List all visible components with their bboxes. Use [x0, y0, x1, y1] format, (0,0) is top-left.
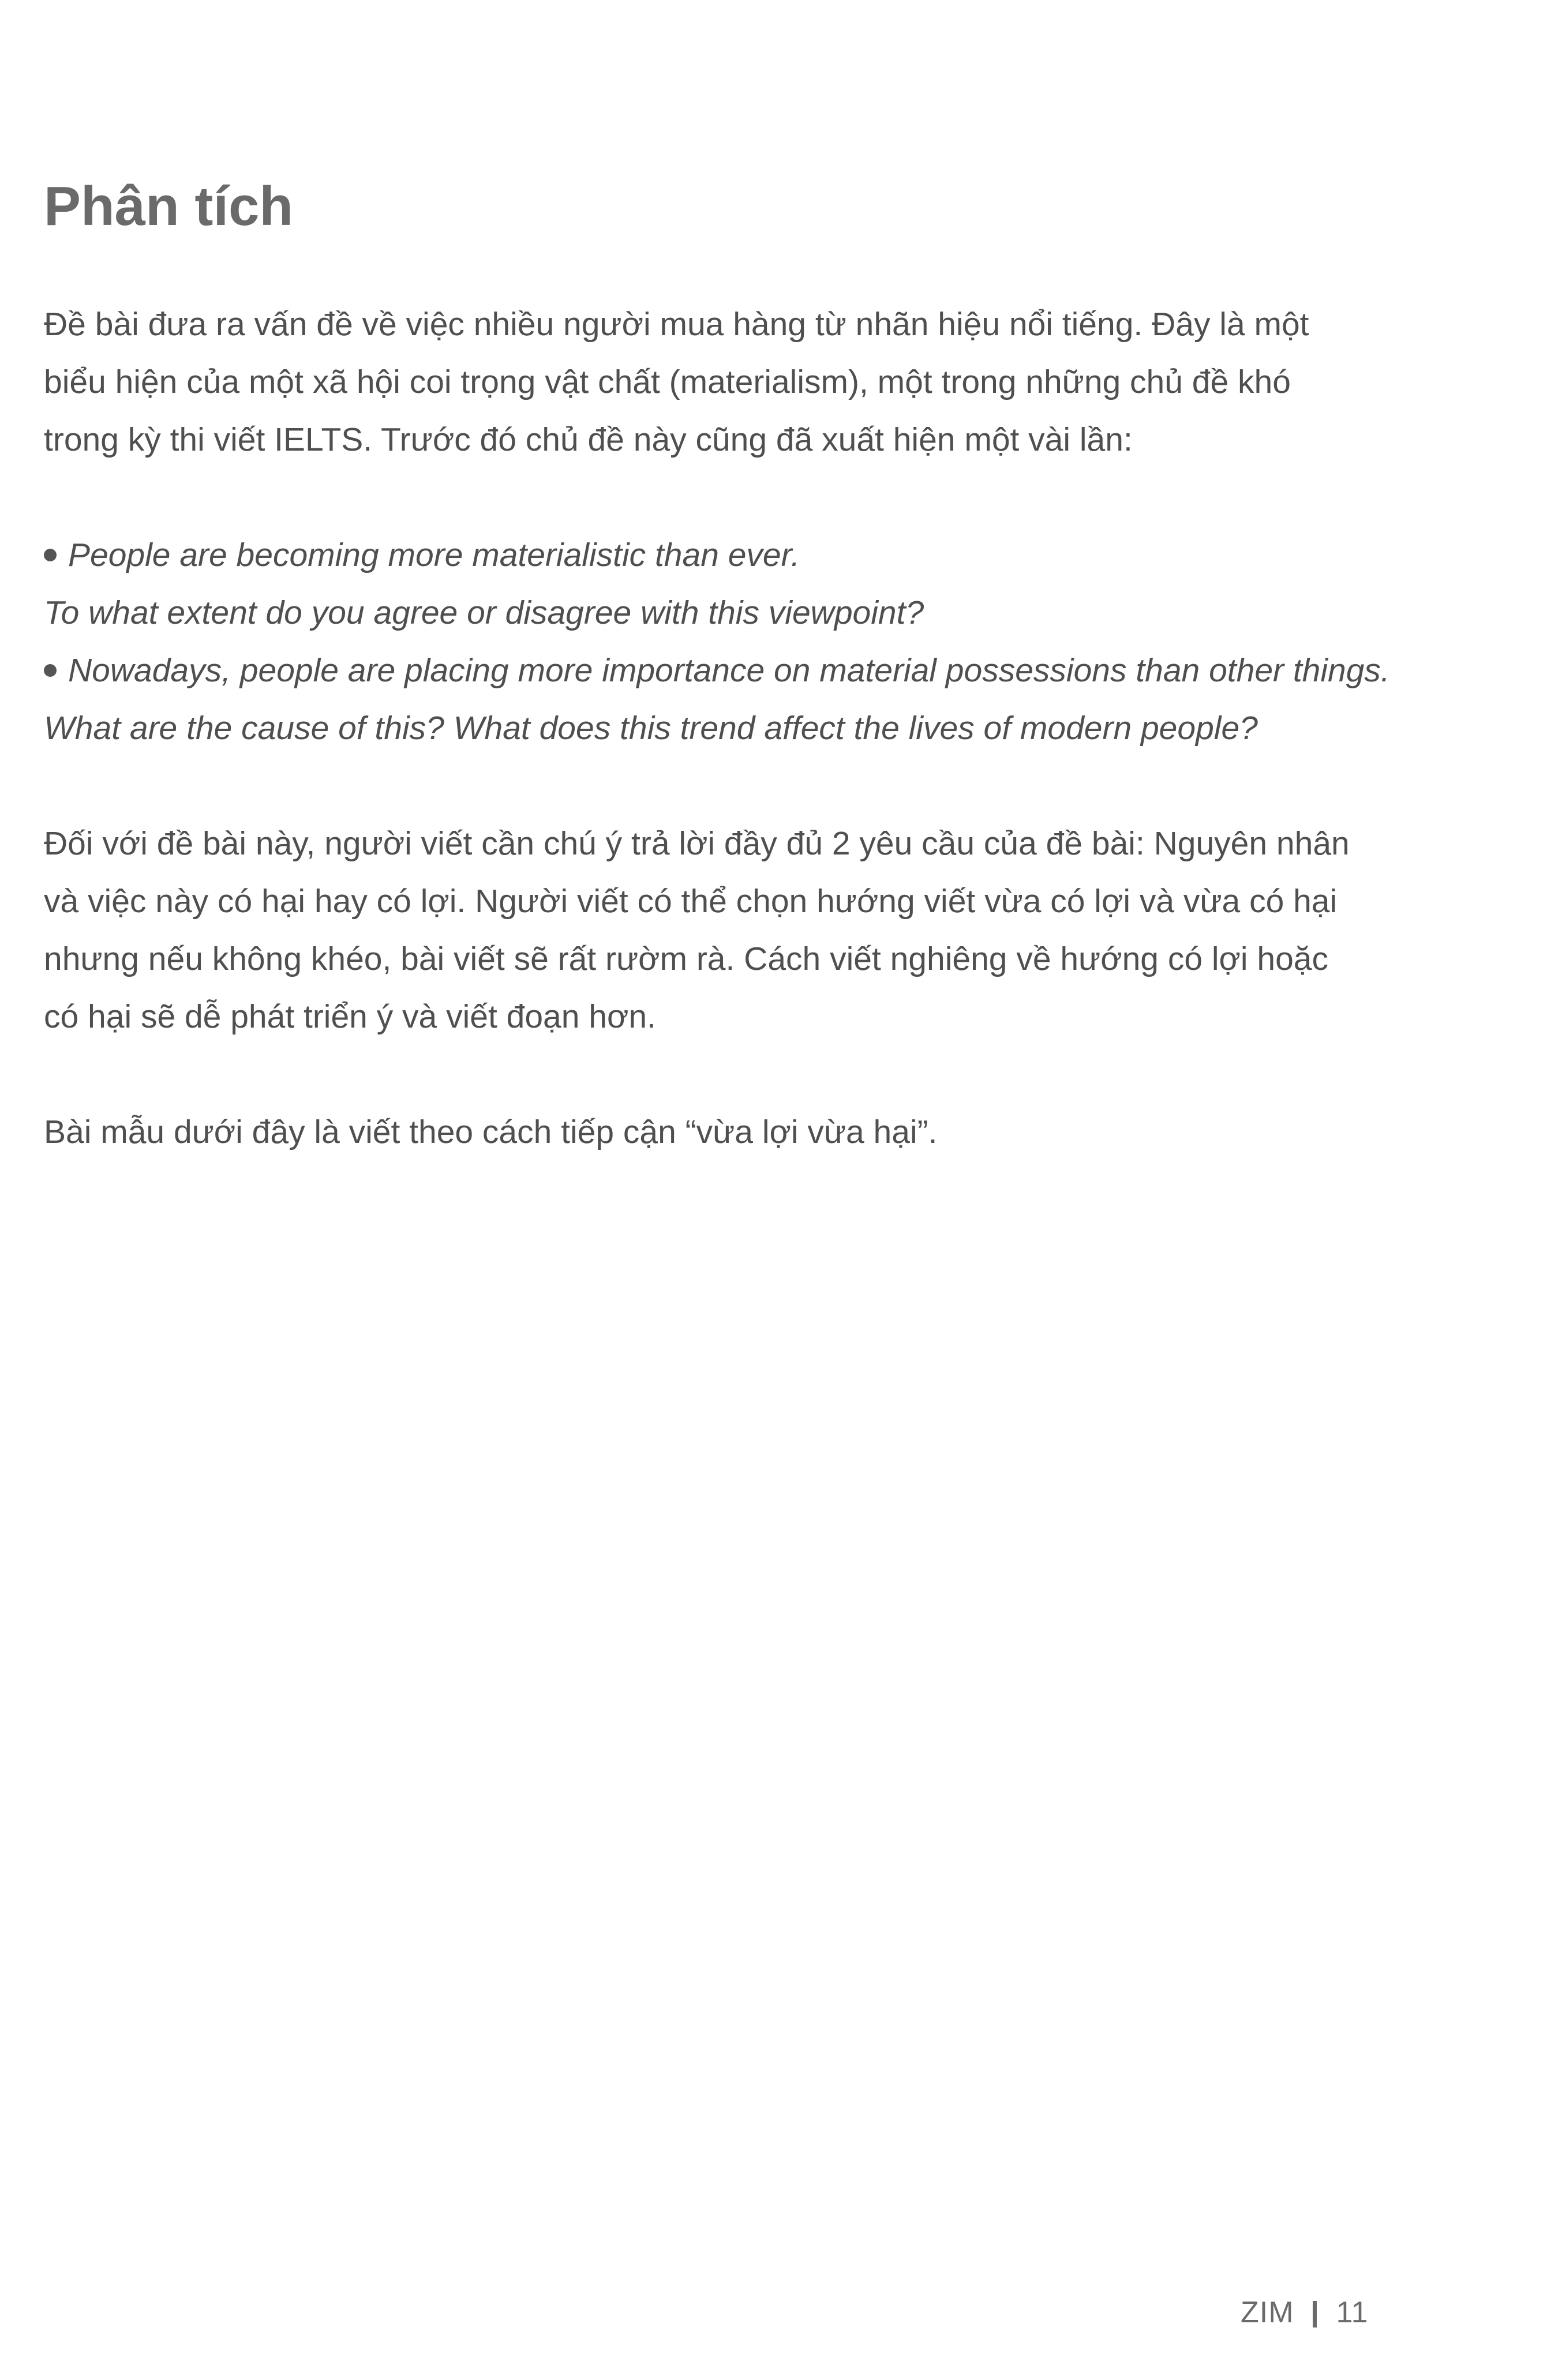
- note-paragraph: [44, 1103, 1452, 1161]
- footer-brand: ZIM: [1241, 2296, 1294, 2329]
- page-number: 11: [1336, 2296, 1369, 2329]
- note-line: Bài mẫu dưới đây là viết theo cách tiếp cận “vừa lợi vừa hại”.: [44, 1114, 938, 1150]
- intro-paragraph: [44, 295, 1452, 468]
- bullet-icon: [44, 664, 57, 677]
- guidance-line: và việc này có hại hay có lợi. Người viết có thể chọn hướng viết vừa có lợi và vừa có hại: [44, 883, 1338, 920]
- footer-divider: [1313, 2301, 1317, 2327]
- intro-line: Đề bài đưa ra vấn đề về việc nhiều người mua hàng từ nhãn hiệu nổi tiếng. Đây là một: [44, 306, 1309, 343]
- page-footer: [1241, 2295, 1369, 2330]
- intro-line: biểu hiện của một xã hội coi trọng vật chất (materialism), một trong những chủ đề khó: [44, 363, 1291, 400]
- bullet-icon: [44, 549, 57, 561]
- example-prompt-1-line-2: To what extent do you agree or disagree with this viewpoint?: [44, 594, 924, 631]
- guidance-line: nhưng nếu không khéo, bài viết sẽ rất rườm rà. Cách viết nghiêng về hướng có lợi hoặc: [44, 940, 1329, 977]
- example-prompt-2-line-1: Nowadays, people are placing more importance on material possessions than other things.: [44, 642, 1452, 699]
- intro-line: trong kỳ thi viết IELTS. Trước đó chủ đề này cũng đã xuất hiện một vài lần:: [44, 421, 1133, 458]
- guidance-line: có hại sẽ dễ phát triển ý và viết đoạn hơn.: [44, 998, 656, 1035]
- guidance-paragraph: [44, 815, 1452, 1045]
- example-prompt-2-line-2: What are the cause of this? What does this trend affect the lives of modern people?: [44, 710, 1258, 747]
- example-prompt-1-line-1: People are becoming more materialistic than ever.: [44, 526, 1452, 584]
- section-heading: Phân tích: [44, 175, 294, 237]
- guidance-line: Đối với đề bài này, người viết cần chú ý trả lời đầy đủ 2 yêu cầu của đề bài: Nguyên nhân: [44, 825, 1350, 862]
- example-prompts-list: [44, 526, 1452, 757]
